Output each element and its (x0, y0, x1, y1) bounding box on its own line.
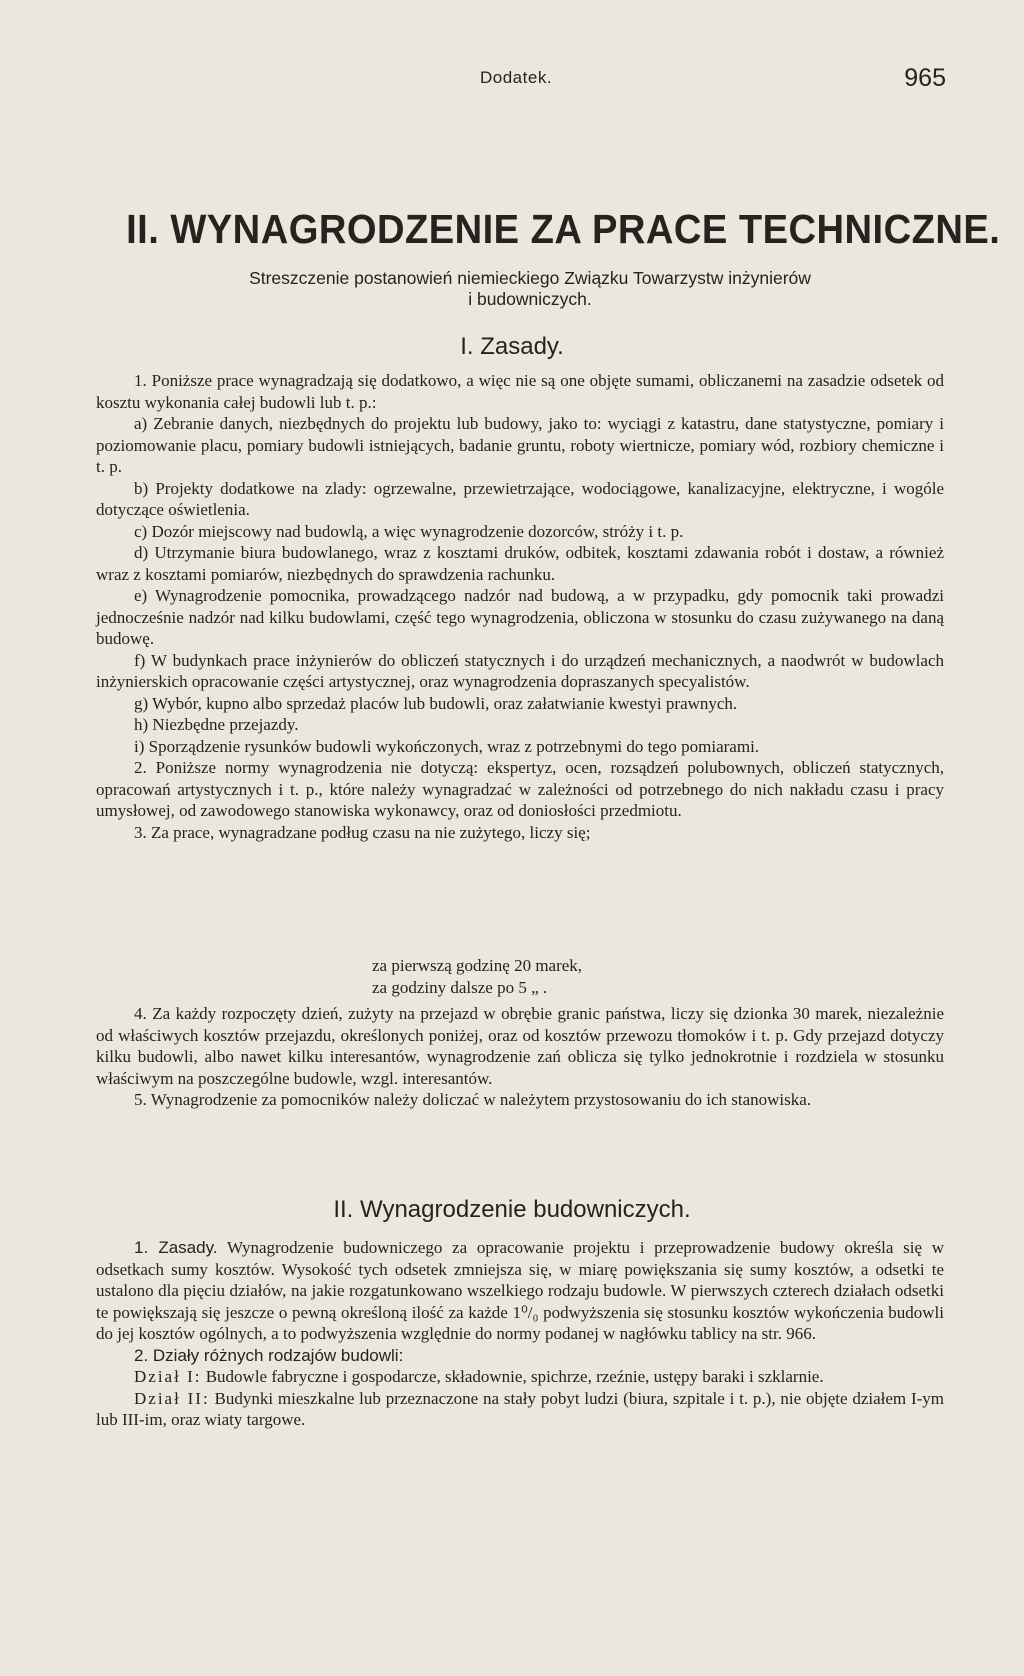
item-e: e) Wynagrodzenie pomocnika, prowadzącego nadzór nad budową, a w przypadku, gdy pomocnik taki prowadzi jednocześnie nadzór nad kilku budowlami, część tego wynagrodzenia, obliczona w stosunku do czasu zużywanego na daną budowę. (96, 586, 944, 648)
paragraph-5: 5. Wynagrodzenie za pomocników należy doliczać w należytem przystosowaniu do ich stanowiska. (134, 1090, 812, 1109)
zasady-text: Wynagrodzenie budowniczego za opracowanie projektu i przeprowadzenie budowy określa się w odsetkach sumy kosztów. Wysokość tych odsetek zmniejsza się, w miarę powiększania się sumy kosztów, a odsetki te ustalono dla pięciu działów, na jakie rozgatunkowano wszelkiego rodzaju budowle. W pierwszych czterech działach odsetki te powiększają się jeszcze o pewną określoną ilość za każde 1⁰/₀ podwyższenia się stosunku kosztów wykończenia budowli do jej kosztów ogólnych, a to podwyższenia względnie do normy podanej w nagłówku tablicy na str. 966. (96, 1238, 944, 1343)
subtitle-line-2: i budowniczych. (468, 289, 592, 309)
dzialy-label: 2. Działy różnych rodzajów budowli: (134, 1345, 404, 1365)
paragraph-3: 3. Za prace, wynagradzane podług czasu na nie zużytego, liczy się; (134, 822, 591, 842)
section-heading-builders: II. Wynagrodzenie budowniczych. (333, 1196, 691, 1223)
chapter-heading: II. WYNAGRODZENIE ZA PRACE TECHNICZNE. (126, 206, 1001, 252)
hourly-rates (372, 955, 582, 998)
subtitle-line-1: Streszczenie postanowień niemieckiego Związku Towarzystw inżynierów (249, 268, 811, 288)
section-2-paragraph-2 (96, 1345, 944, 1367)
section-1-body (96, 370, 944, 843)
item-g: g) Wybór, kupno albo sprzedaż placów lub budowli, oraz załatwianie kwestyi prawnych. (134, 693, 738, 713)
dzial-2-text: Budynki mieszkalne lub przeznaczone na stały pobyt ludzi (biura, szpitale i t. p.), nie objęte działem I-ym lub III-im, oraz wiaty targowe. (96, 1388, 945, 1429)
running-head (0, 64, 1024, 94)
dzial-2-label: Dział II: (134, 1388, 210, 1408)
rate-further-hours: za godziny dalsze po 5 „ . (372, 977, 548, 997)
page-number: 965 (904, 64, 946, 92)
item-b: b) Projekty dodatkowe na zlady: ogrzewalne, przewietrzające, wodociągowe, kanalizacyjne, elektryczne, i wogóle dotyczące oświetlenia. (96, 478, 944, 519)
item-h: h) Niezbędne przejazdy. (134, 715, 299, 734)
dzial-1 (96, 1366, 944, 1388)
paragraph-2: 2. Poniższe normy wynagrodzenia nie dotyczą: ekspertyz, ocen, rozsądzeń polubownych, obliczeń statycznych, opracowań artystycznych i t. p., które należy wynagradzać w zależności od potrzebnego do nich nakładu czasu i pracy umysłowej, od zawodowego stanowiska wykonawcy, oraz od doniosłości przedmiotu. (96, 758, 944, 820)
item-c: c) Dozór miejscowy nad budowlą, a więc wynagrodzenie dozorców, stróży i t. p. (134, 521, 684, 541)
section-2-paragraph-1 (96, 1237, 944, 1345)
item-d: d) Utrzymanie biura budowlanego, wraz z kosztami druków, odbitek, kosztami zdawania robót i dostaw, a również wraz z kosztami pomiarów, niezbędnych do sprawdzenia rachunku. (96, 543, 944, 584)
dzial-1-label: Dział I: (134, 1367, 202, 1386)
paragraph-4: 4. Za każdy rozpoczęty dzień, zużyty na przejazd w obrębie granic państwa, liczy się dzionka 30 marek, niezależnie od właściwych kosztów przejazdu, określonych poniżej, oraz od kosztów przewozu tłomoków i t. p. Gdy przejazd dotyczy kilku budowli, albo nawet kilku interesantów, wynagrodzenie zań oblicza się tylko jednokrotnie i rozdziela w stosunku właściwym na poszczególne budowle, wzgl. interesantów. (96, 1004, 944, 1088)
running-head-title: Dodatek. (480, 68, 553, 87)
section-2-body (96, 1237, 944, 1431)
section-1-body-cont (96, 1003, 944, 1111)
item-f: f) W budynkach prace inżynierów do obliczeń statycznych i do urządzeń mechanicznych, a naodwrót w budowlach inżynierskich opracowanie części artystycznej, oraz wynagrodzenia dopraszanych specyalistów. (96, 650, 944, 691)
item-i: i) Sporządzenie rysunków budowli wykończonych, wraz z potrzebnymi do tego pomiarami. (134, 736, 760, 756)
chapter-subtitle (130, 268, 930, 310)
section-heading-zasady: I. Zasady. (460, 333, 564, 360)
dzial-2 (96, 1388, 944, 1431)
zasady-label: 1. Zasady. (134, 1238, 218, 1257)
dzial-1-text: Budowle fabryczne i gospodarcze, składownie, spichrze, rzeźnie, ustępy baraki i szklarnie. (205, 1367, 824, 1386)
item-a: a) Zebranie danych, niezbędnych do projektu lub budowy, jako to: wyciągi z katastru, dane statystyczne, pomiary i poziomowanie placu, pomiary budowli istniejących, badanie gruntu, roboty wiertnicze, pomiary wód, rozbiory chemiczne i t. p. (96, 414, 944, 476)
paragraph-1: 1. Poniższe prace wynagradzają się dodatkowo, a więc nie są one objęte sumami, obliczanemi na zasadzie odsetek od kosztu wykonania całej budowli lub t. p.: (96, 371, 944, 412)
rate-first-hour: za pierwszą godzinę 20 marek, (372, 956, 583, 975)
